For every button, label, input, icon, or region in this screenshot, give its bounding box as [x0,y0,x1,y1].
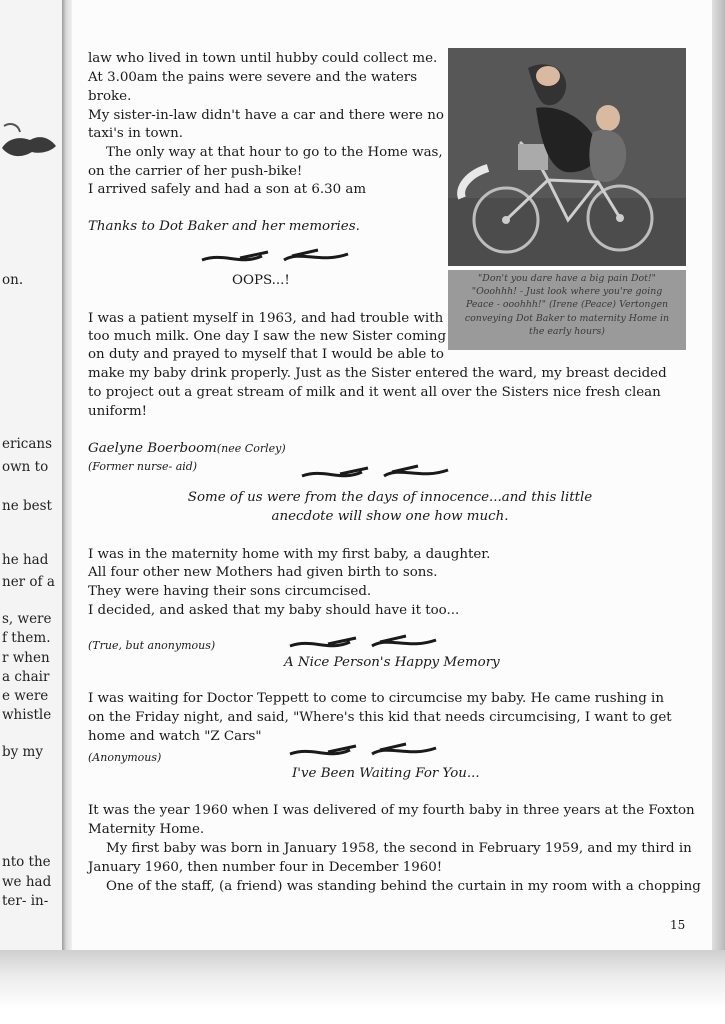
waiting-heading: I've Been Waiting For You... [292,766,480,781]
story1-line: The only way at that hour to go to the Home was, [106,145,443,160]
innocence-line: They were having their sons circumcised. [88,584,372,599]
caption-line: Peace - ooohhh!" (Irene (Peace) Vertongen [465,299,669,311]
oops-heading: OOPS...! [232,273,290,288]
facing-fragment: r when [2,650,50,666]
caption-line: conveying Dot Baker to maternity Home in [464,312,670,324]
story1-line: My sister-in-law didn't have a car and there were no [88,108,444,123]
facing-fragment: we had [2,874,52,890]
author-name: Gaelyne Boerboom [88,441,217,456]
story1-line: At 3.00am the pains were severe and the waters [88,70,418,85]
nice-person-line: home and watch "Z Cars" [88,729,262,744]
caption-line: "Ooohhh! - Just look where you're going [471,286,663,298]
facing-fragment: a chair [2,669,50,685]
nice-person-heading: A Nice Person's Happy Memory [284,655,500,670]
oops-role: (Former nurse- aid) [88,460,198,473]
flourish-divider [288,740,438,762]
facing-fragment: f them. [2,630,51,646]
story1-line: broke. [88,89,132,104]
nice-person-line: I was waiting for Doctor Teppett to come to circumcise my baby. He came rushing in [88,691,664,706]
facing-fragment: he had [2,552,49,568]
caption-line: "Don't you dare have a big pain Dot!" [477,273,656,284]
waiting-line: January 1960, then number four in December 1960! [88,860,443,875]
facing-fragment: ericans [2,436,52,452]
facing-fragment: ter- in- [2,893,49,909]
facing-fragment: ner of a [2,574,55,590]
story1-line: law who lived in town until hubby could collect me. [88,51,438,66]
waiting-line: My first baby was born in January 1958, the second in February 1959, and my third in [106,841,692,856]
fish-illustration [0,118,58,174]
page-number: 15 [670,918,686,932]
oops-line: too much milk. One day I saw the new Sister coming [88,329,447,344]
facing-fragment: on. [2,272,24,288]
nice-person-line: on the Friday night, and said, "Where's this kid that needs circumcising, I want to get [88,710,672,725]
flourish-divider [200,246,350,268]
innocence-intro: anecdote will show one how much. [271,509,509,524]
caption-line: the early hours) [529,325,605,337]
facing-fragment: whistle [2,707,52,723]
facing-fragment: ne best [2,498,52,514]
innocence-line: I was in the maternity home with my first baby, a daughter. [88,547,491,562]
waiting-line: One of the staff, (a friend) was standing behind the curtain in my room with a chopping [106,879,701,894]
page-edge [712,0,725,960]
story1-line: on the carrier of her push-bike! [88,164,303,179]
facing-fragment: by my [2,744,43,760]
flourish-divider [300,462,450,484]
oops-line: to project out a great stream of milk and it went all over the Sisters nice fresh clean [88,385,661,400]
flourish-divider [288,632,438,654]
innocence-intro: Some of us were from the days of innocence...and this little [187,490,593,505]
facing-fragment: s, were [2,611,52,627]
oops-author [88,440,286,458]
story1-credit: Thanks to Dot Baker and her memories. [88,219,360,234]
scan-shadow [0,950,725,1024]
bicycle-photo [448,48,686,266]
photo-caption [448,270,686,350]
story1-line: I arrived safely and had a son at 6.30 am [88,182,367,197]
waiting-line: Maternity Home. [88,822,205,837]
book-gutter [62,0,72,960]
innocence-line: All four other new Mothers had given birth to sons. [88,565,438,580]
oops-line: on duty and prayed to myself that I would be able to [88,347,444,362]
oops-line: make my baby drink properly. Just as the Sister entered the ward, my breast decided [88,366,667,381]
author-note: (nee Corley) [216,442,286,455]
story1-line: taxi's in town. [88,126,183,141]
facing-fragment: nto the [2,854,51,870]
innocence-line: I decided, and asked that my baby should have it too... [88,603,460,618]
nice-person-credit: (Anonymous) [88,751,162,764]
oops-line: uniform! [88,404,148,419]
innocence-credit: (True, but anonymous) [88,639,216,652]
facing-fragment: own to [2,459,49,475]
oops-line: I was a patient myself in 1963, and had trouble with [88,311,444,326]
waiting-line: It was the year 1960 when I was delivered of my fourth baby in three years at the Foxton [88,803,695,818]
facing-fragment: e were [2,688,49,704]
